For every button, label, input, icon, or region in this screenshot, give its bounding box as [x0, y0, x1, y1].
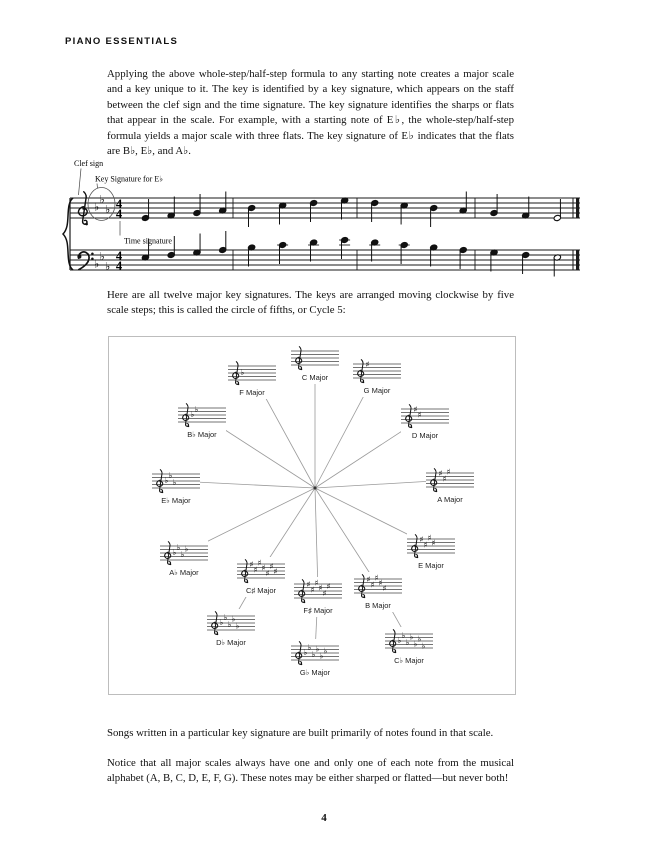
- key-node-c-flat-major: [385, 627, 433, 667]
- circle-center-dot: [314, 487, 317, 490]
- sharp-sign-icon: ♯: [442, 474, 447, 484]
- mini-staff: [354, 572, 402, 602]
- treble-clef-icon: [412, 535, 419, 558]
- sharp-sign-icon: ♯: [365, 360, 370, 369]
- key-node-d-major: [401, 402, 449, 442]
- flat-sign-icon: ♭: [227, 619, 232, 629]
- songs-paragraph: Songs written in a particular key signature are built primarily of notes found in that scale.: [107, 727, 494, 739]
- sharp-sign-icon: ♯: [257, 558, 262, 568]
- key-signature-label: Key Signature for E♭: [95, 174, 163, 184]
- key-label: F Major: [239, 388, 265, 397]
- sharp-sign-icon: ♯: [314, 578, 319, 588]
- notice-paragraph: Notice that all major scales always have one and only one of each note from the musical alphabet (A, B, C, D, E, F, G). These notes may be either sharped or flatted—but never both!: [107, 757, 514, 785]
- flat-sign-icon: ♭: [405, 637, 410, 647]
- treble-clef-icon: [296, 642, 303, 665]
- sharp-sign-icon: ♯: [413, 405, 418, 414]
- treble-clef-icon: [406, 405, 413, 428]
- sharp-sign-icon: ♯: [438, 469, 443, 478]
- flat-sign-icon: ♭: [99, 250, 105, 263]
- mini-staff: [407, 532, 455, 562]
- mini-staff: [178, 401, 226, 431]
- treble-clef-icon: [233, 362, 240, 385]
- intro-paragraph: Applying the above whole-step/half-step formula to any starting note creates a major scale and a key unique to it. The key is identified by a key signature, which appears on the staff between the clef sign and the time signature. The key signature identifies the sharps or flats that appear in the scale. For example, with a starting note of E♭, the whole-step/half-step formula yields a major scale with three flats. The key signature of E♭ indicates that the flats are B♭, E♭, and A♭.: [107, 68, 514, 158]
- flat-sign-icon: ♭: [172, 548, 177, 558]
- sharp-sign-icon: ♯: [322, 588, 327, 598]
- key-label: D♭ Major: [216, 638, 246, 647]
- treble-clef-icon: [165, 542, 172, 565]
- flat-sign-icon: ♭: [180, 549, 185, 559]
- key-label: E Major: [418, 561, 444, 570]
- treble-clef-icon: [299, 580, 306, 603]
- mini-staff: [160, 539, 208, 569]
- time-signature-digit: 4: [115, 248, 123, 263]
- treble-clef-icon: [157, 470, 164, 493]
- key-node-e-major: [407, 532, 455, 572]
- flat-sign-icon: ♭: [105, 203, 111, 216]
- key-node-b-flat-major: [178, 401, 226, 441]
- sharp-sign-icon: ♯: [431, 538, 436, 548]
- flat-sign-icon: ♭: [99, 193, 105, 206]
- sharp-sign-icon: ♯: [427, 533, 432, 543]
- flat-sign-icon: ♭: [94, 257, 100, 271]
- mini-staff: [353, 357, 401, 387]
- mini-staff: [401, 402, 449, 432]
- sharp-sign-icon: ♯: [417, 410, 422, 420]
- key-label: B♭ Major: [187, 430, 217, 439]
- sharp-sign-icon: ♯: [423, 540, 428, 550]
- key-node-a-major: [426, 466, 474, 506]
- flat-sign-icon: ♭: [176, 542, 181, 552]
- key-node-d-flat-major: [207, 609, 255, 649]
- sharp-sign-icon: ♯: [273, 567, 278, 576]
- sharp-sign-icon: ♯: [446, 467, 451, 477]
- flat-sign-icon: ♭: [190, 410, 195, 420]
- grand-staff-figure: [62, 155, 589, 287]
- sharp-sign-icon: ♯: [382, 583, 387, 593]
- sharp-sign-icon: ♯: [253, 565, 258, 575]
- key-node-a-flat-major: [160, 539, 208, 579]
- flat-sign-icon: ♭: [397, 636, 402, 646]
- sharp-sign-icon: ♯: [310, 585, 315, 595]
- flat-sign-icon: ♭: [323, 646, 328, 656]
- flat-sign-icon: ♭: [413, 639, 418, 649]
- key-label: F♯ Major: [303, 606, 333, 615]
- flat-sign-icon: ♭: [194, 404, 199, 414]
- key-node-f-major: [228, 359, 276, 399]
- mini-staff: [207, 609, 255, 639]
- time-signature-digit: 4: [115, 206, 123, 221]
- key-label: B Major: [365, 601, 391, 610]
- flat-sign-icon: ♭: [311, 649, 316, 659]
- flat-sign-icon: ♭: [223, 612, 228, 622]
- mini-staff: [237, 557, 285, 587]
- flat-sign-icon: ♭: [172, 477, 177, 487]
- key-node-f-sharp-major: [294, 577, 342, 617]
- key-label: G♭ Major: [299, 668, 331, 677]
- sharp-sign-icon: ♯: [326, 581, 331, 591]
- mini-staff: [385, 627, 433, 657]
- circle-intro-paragraph: Here are all twelve major key signatures. The keys are arranged moving clockwise by five scale steps; this is called the circle of fifths, or Cycle 5:: [107, 289, 514, 317]
- key-node-c-sharp-major: [237, 557, 285, 597]
- treble-clef-icon: [296, 347, 303, 370]
- flat-sign-icon: ♭: [105, 260, 111, 273]
- key-node-c-major: [291, 344, 339, 384]
- circle-of-fifths-diagram: [108, 336, 516, 695]
- flat-sign-icon: ♭: [409, 632, 414, 642]
- flat-sign-icon: ♭: [319, 651, 324, 661]
- flat-sign-icon: ♭: [307, 642, 312, 652]
- mini-staff: [426, 466, 474, 496]
- treble-clef-icon: [212, 612, 219, 635]
- treble-clef-icon: [390, 630, 397, 653]
- grand-staff-svg: [62, 155, 589, 287]
- mini-staff: [294, 577, 342, 607]
- sharp-sign-icon: ♯: [366, 575, 371, 584]
- sharp-sign-icon: ♯: [370, 580, 375, 590]
- time-signature-label: Time signature: [124, 236, 172, 246]
- flat-sign-icon: ♭: [94, 200, 100, 214]
- mini-staff: [291, 639, 339, 669]
- key-node-g-major: [353, 357, 401, 397]
- treble-clef-icon: [359, 575, 366, 598]
- sharp-sign-icon: ♯: [378, 578, 383, 588]
- flat-sign-icon: ♭: [417, 634, 422, 644]
- flat-sign-icon: ♭: [168, 470, 173, 480]
- mini-staff: [291, 344, 339, 374]
- grand-staff-brace: [63, 198, 73, 270]
- flat-sign-icon: ♭: [219, 618, 224, 628]
- mini-staff: [228, 359, 276, 389]
- sharp-sign-icon: ♯: [269, 561, 274, 571]
- flat-sign-icon: ♭: [421, 641, 426, 651]
- time-signature-digit: 4: [115, 258, 123, 273]
- treble-clef-icon: [431, 469, 438, 492]
- page-title: PIANO ESSENTIALS: [65, 36, 179, 47]
- key-label: E♭ Major: [161, 496, 191, 505]
- sharp-sign-icon: ♯: [374, 573, 379, 583]
- flat-sign-icon: ♭: [231, 614, 236, 624]
- clef-sign-label: Clef sign: [74, 159, 104, 168]
- treble-clef-icon: [183, 404, 190, 427]
- sharp-sign-icon: ♯: [419, 535, 424, 544]
- key-label: G Major: [363, 386, 391, 395]
- flat-sign-icon: ♭: [401, 630, 406, 640]
- key-node-b-major: [354, 572, 402, 612]
- flat-sign-icon: ♭: [240, 368, 245, 378]
- mini-staff: [152, 467, 200, 497]
- page-number: 4: [321, 812, 327, 824]
- key-label: C Major: [301, 373, 329, 382]
- sharp-sign-icon: ♯: [261, 563, 266, 573]
- key-label: A Major: [437, 495, 463, 504]
- flat-sign-icon: ♭: [184, 544, 189, 554]
- time-signature-digit: 4: [115, 196, 123, 211]
- flat-sign-icon: ♭: [303, 648, 308, 658]
- key-label: C♯ Major: [245, 586, 277, 595]
- key-node-g-flat-major: [291, 639, 339, 679]
- treble-clef-icon: [78, 192, 87, 226]
- flat-sign-icon: ♭: [315, 644, 320, 654]
- key-label: C♭ Major: [394, 656, 424, 665]
- sharp-sign-icon: ♯: [249, 560, 254, 569]
- flat-sign-icon: ♭: [164, 476, 169, 486]
- key-label: A♭ Major: [169, 568, 199, 577]
- key-node-e-flat-major: [152, 467, 200, 507]
- treble-clef-icon: [242, 560, 249, 583]
- sharp-sign-icon: ♯: [306, 580, 311, 589]
- flat-sign-icon: ♭: [235, 621, 240, 631]
- treble-clef-icon: [358, 360, 365, 383]
- sharp-sign-icon: ♯: [265, 568, 270, 578]
- key-label: D Major: [411, 431, 439, 440]
- sharp-sign-icon: ♯: [318, 583, 323, 593]
